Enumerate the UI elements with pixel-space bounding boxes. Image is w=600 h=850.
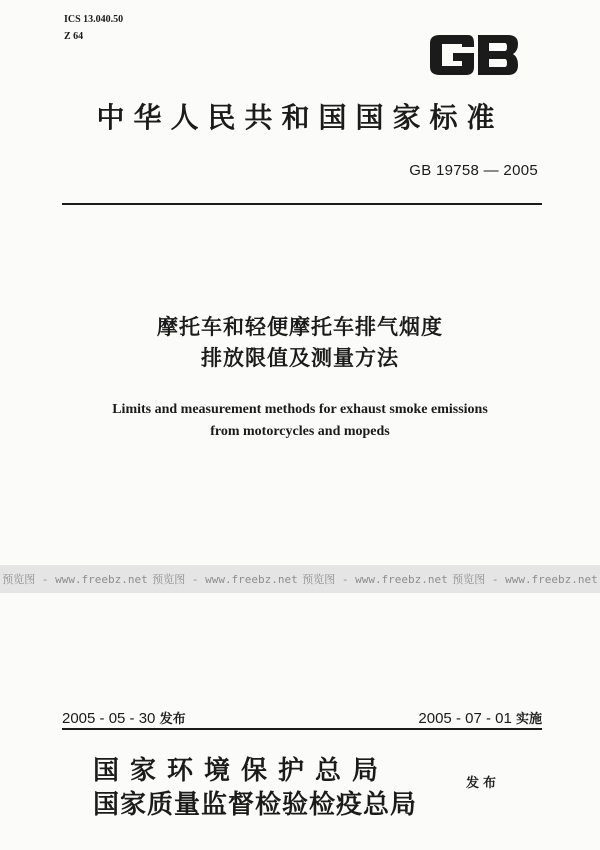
- gb-standard-logo: [426, 31, 522, 79]
- issue-date: [62, 708, 186, 727]
- implementation-date-value: 2005 - 07 - 01: [418, 710, 512, 727]
- english-title-line-2: from motorcycles and mopeds: [210, 424, 390, 439]
- ics-code: ICS 13.040.50: [64, 14, 124, 25]
- publish-label: 发布: [466, 776, 501, 791]
- watermark-text: 预览图 - www.freebz.net: [152, 573, 298, 586]
- watermark-text: 预览图 - www.freebz.net: [452, 573, 598, 586]
- chinese-title-line-1: 摩托车和轻便摩托车排气烟度: [157, 315, 443, 339]
- implementation-date-label: 实施: [515, 712, 542, 727]
- standard-number: GB 19758 — 2005: [409, 162, 538, 179]
- issuer-aqsiq: 国家质量监督检验检疫总局: [93, 790, 418, 820]
- implementation-date: [418, 708, 542, 727]
- issue-date-label: 发布: [159, 712, 186, 727]
- issuing-country-title: 中华人民共和国国家标准: [96, 101, 504, 134]
- watermark-text: 预览图 - www.freebz.net: [2, 573, 148, 586]
- watermark-text: 预览图 - www.freebz.net: [302, 573, 448, 586]
- divider-top: [62, 203, 542, 205]
- divider-bottom: [62, 728, 542, 730]
- ccs-code: Z 64: [64, 31, 84, 42]
- chinese-title-line-2: 排放限值及测量方法: [201, 346, 399, 370]
- watermark-band: [0, 565, 600, 593]
- english-title-line-1: Limits and measurement methods for exhaust smoke emissions: [112, 402, 488, 417]
- issue-date-value: 2005 - 05 - 30: [62, 710, 156, 727]
- issuer-mep: 国家环境保护总局: [93, 756, 390, 786]
